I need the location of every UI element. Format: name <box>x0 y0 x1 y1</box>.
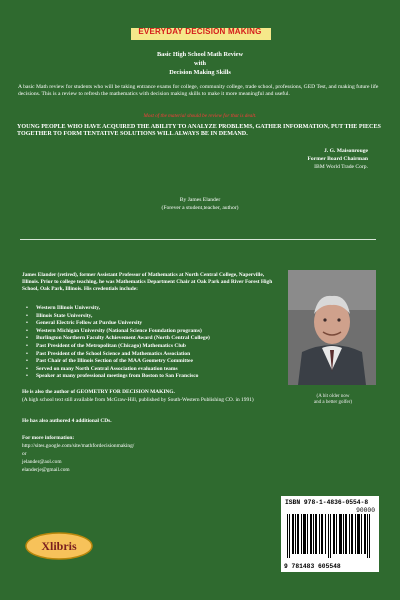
list-item: • Western Illinois University, <box>26 305 296 313</box>
list-item: • Past President of the Metropolitan (Chicago) Mathematics Club <box>26 343 296 351</box>
credentials-list <box>26 305 296 381</box>
list-item: • Served on many North Central Association evaluation teams <box>26 366 296 374</box>
also-author-line: He is also the author of GEOMETRY FOR DECISION MAKING. <box>22 389 175 395</box>
contact-or: or <box>22 451 27 457</box>
list-item: • Illinois State University, <box>26 313 296 321</box>
price-code: 90000 <box>356 507 375 514</box>
section-divider <box>20 239 376 240</box>
list-item: • Speaker at many professional meetings from Boston to San Francisco <box>26 373 296 381</box>
author-photo <box>288 270 376 385</box>
quote-text: YOUNG PEOPLE WHO HAVE ACQUIRED THE ABILITY TO ANALYZE PROBLEMS, GATHER INFORMATION, PUT THE PIECES TOGETHER TO FORM TENTATIVE SOLUTIONS WILL ALWAYS BE IN DEMAND. <box>17 124 381 138</box>
list-item: • Past President of the School Science and Mathematics Association <box>26 351 296 359</box>
red-note-line: Most of the material should be review for that is dealt. <box>143 113 257 119</box>
xlibris-logo-text: Xlibris <box>41 539 77 553</box>
list-item: • General Electric Fellow at Purdue University <box>26 320 296 328</box>
intro-paragraph: A basic Math review for students who will be taking entrance exams for college, community college, trade school, professions, GED Test, and making future life decisions. This is a review to refresh the mathematics with decision making skills to make it more meaningful and useful. <box>18 84 379 98</box>
contact-email-1: jelander@aol.com <box>22 459 62 465</box>
cds-line: He has also authored 4 additional CDs. <box>22 418 112 424</box>
also-author-note: (A high school text still available from McGraw-Hill, published by South-Western Publishing CO. in 1991) <box>22 397 254 403</box>
isbn-barcode <box>281 496 379 572</box>
contact-email-2: elanderje@gmail.com <box>22 467 70 473</box>
photo-caption-line-2: and a better golfer) <box>313 400 353 406</box>
list-item: • Western Michigan University (National Science Foundation programs) <box>26 328 296 336</box>
quote-org: IBM World Trade Corp. <box>314 164 368 170</box>
isbn-top-text: ISBN 978-1-4836-0554-8 <box>285 499 369 506</box>
book-title: EVERYDAY DECISION MAKING <box>138 27 262 36</box>
subtitle-line-1: Basic High School Math Review <box>156 51 244 58</box>
list-item: • Past Chair of the Illinois Section of the MAA Geometry Committee <box>26 358 296 366</box>
barcode-bars-icon <box>287 514 373 558</box>
isbn-bottom-text: 9 781483 605548 <box>284 563 341 570</box>
list-item: • Burlington Northern Faculty Achievement Award (North Central College) <box>26 335 296 343</box>
contact-website: http://sites.google.com/site/mathfordecisionmaking/ <box>22 443 135 449</box>
subtitle-line-3: Decision Making Skills <box>169 69 231 76</box>
bio-paragraph: James Elander (retired), former Assistant Professor of Mathematics at North Central College, Naperville, Illinois. Prior to college teaching, he was Mathematics Department Chair at Oak Park and River Forest High School, Oak Park, Illinois. His credentials include: <box>22 272 273 292</box>
subtitle-line-2: with <box>194 60 206 67</box>
contact-heading: For more information: <box>22 435 75 441</box>
quote-name: J. G. Maisonrouge <box>323 148 368 154</box>
xlibris-logo-mark <box>25 530 93 560</box>
quote-role: Former Board Chairman <box>307 156 368 162</box>
photo-caption-line-1: (A bit older now <box>316 394 350 399</box>
author-descriptor: (Forever a student,teacher, author) <box>161 205 239 211</box>
xlibris-logo <box>25 530 93 560</box>
author-photo-portrait <box>288 270 376 385</box>
author-byline: By James Elander <box>179 197 221 203</box>
